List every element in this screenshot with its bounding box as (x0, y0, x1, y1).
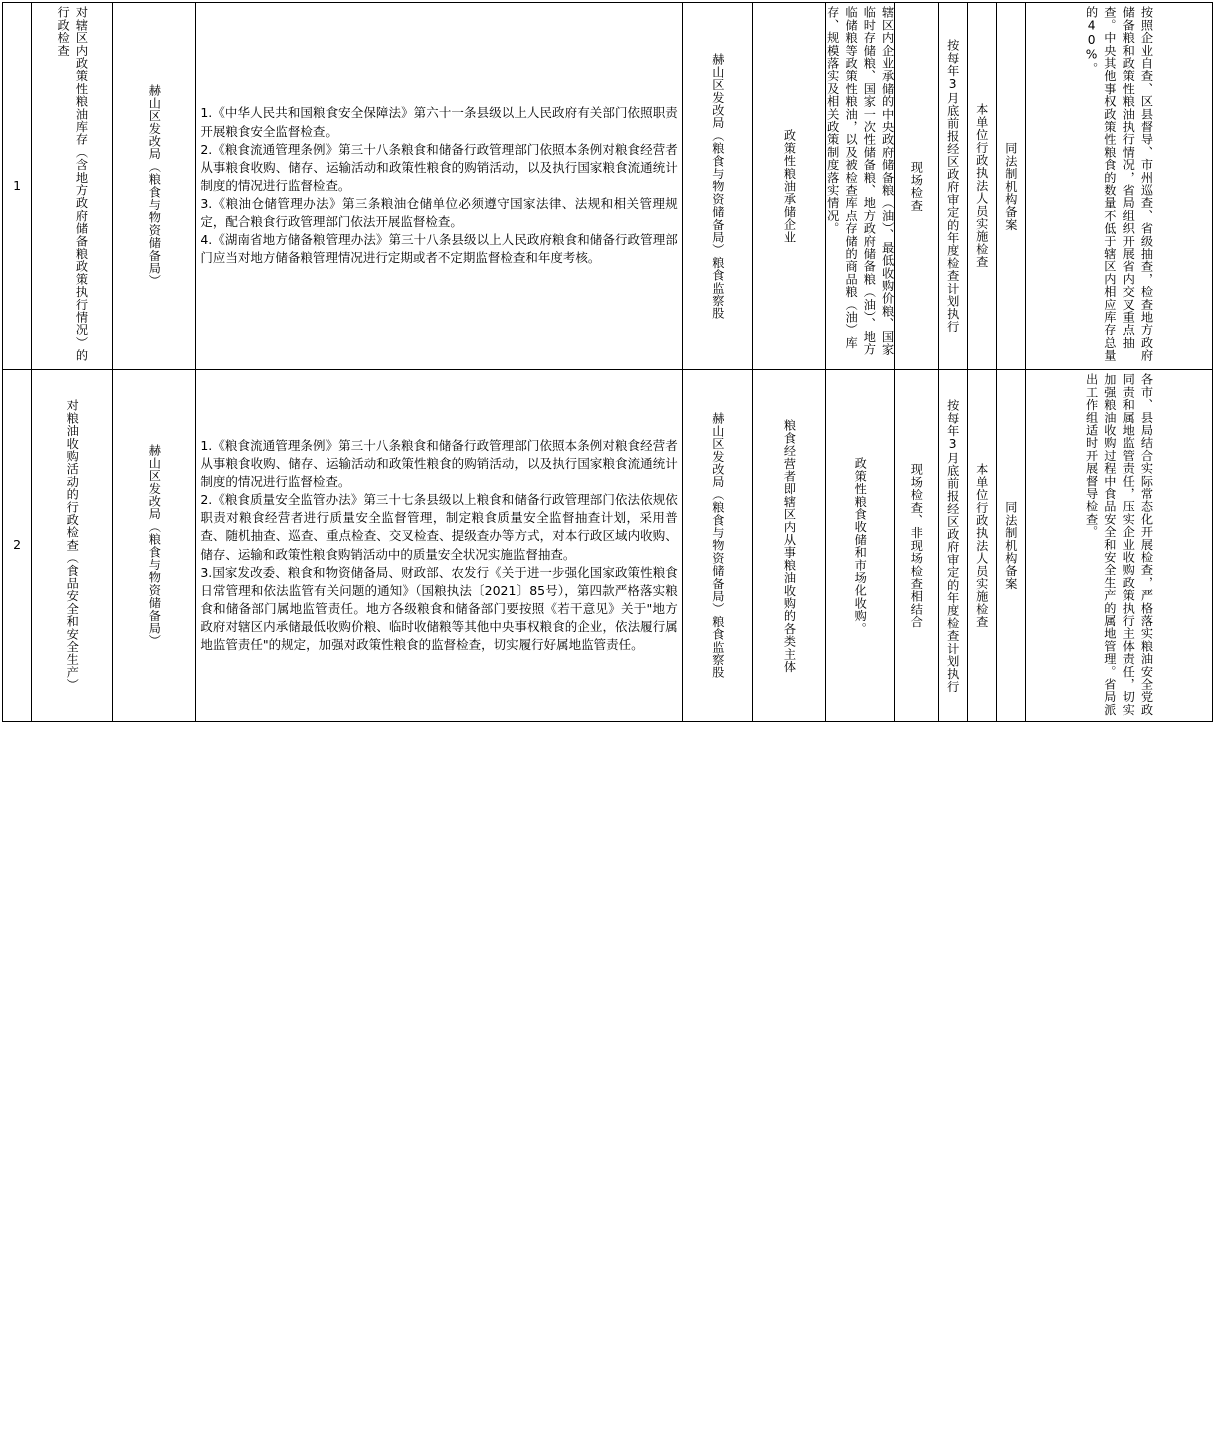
remark-text: 各市、县局结合实际常态化开展检查，严格落实粮油安全党政同责和属地监管责任，压实企业收购政策执行主体责任，切实加强粮油收购过程中食品安全和安全生产的属地管理。省局派出工作组适时开展督导检查。 (1084, 373, 1154, 716)
object-cell (753, 3, 826, 370)
content-text: 辖区内企业承储的中央政府储备粮（油）、最低收购价粮、国家临时存储粮、国家一次性储备粮、地方政府储备粮（油）、地方临储粮等政策性粮油，以及被检查库点存储的商品粮（油）库存、规模落实及相关政策制度落实情况。 (825, 6, 895, 356)
content-cell (826, 370, 895, 722)
object-text: 政策性粮油承储企业 (782, 128, 797, 244)
content-text: 政策性粮食收储和市场化收购。 (853, 456, 868, 635)
approval-text: 本单位行政执法人员实施检查 (974, 462, 989, 629)
method-cell (894, 3, 938, 370)
unit-cell (682, 370, 753, 722)
legal-basis-item: 4.《湖南省地方储备粮管理办法》第三十八条县级以上人民政府粮食和储备行政管理部门应当对地方储备粮管理情况进行定期或者不定期监督检查和年度考核。 (200, 232, 678, 266)
legal-basis-item: 3.《粮油仓储管理办法》第三条粮油仓储单位必须遵守国家法律、法规和相关管理规定，配合粮食行政管理部门依法开展监督检查。 (200, 196, 678, 230)
content-cell (826, 3, 895, 370)
approval-cell (967, 3, 996, 370)
method-text: 现场检查 (909, 160, 924, 212)
remark-text: 按照企业自查、区县督导、市州巡查、省级抽查，检查地方政府储备粮和政策性粮油执行情况，省局组织开展省内交叉重点抽查。中央其他事权政策性粮食的数量不低于辖区内相应库存总量的40%。 (1084, 6, 1154, 362)
approval-text: 本单位行政执法人员实施检查 (974, 103, 989, 269)
plan-cell (996, 3, 1025, 370)
unit-cell (682, 3, 753, 370)
department-text: 赫山区发改局（粮食与物资储备局） (147, 84, 162, 288)
legal-basis-item: 3.国家发改委、粮食和物资储备局、财政部、农发行《关于进一步强化国家政策性粮食日常管理和依法监管有关问题的通知》（国粮执法〔2021〕85号），第四款严格落实粮食和储备部门属地监管责任。地方各级粮食和储备部门要按照《若干意见》关于"地方政府对辖区内承储最低收购价粮、临时收储粮等其他中央事权粮食的企业，依法履行属地监管责任"的规定，加强对政策性粮食的监督检查，切实履行好属地监管责任。 (200, 564, 678, 653)
inspection-item-text: 对辖区内政策性粮油库存（含地方政府储备粮政策执行情况）的行政检查 (56, 6, 89, 362)
frequency-cell (938, 370, 967, 722)
method-text: 现场检查、非现场检查相结合 (909, 462, 924, 629)
object-text: 粮食经营者即辖区内从事粮油收购的各类主体 (782, 418, 797, 673)
legal-basis-cell (196, 370, 682, 722)
legal-basis-item: 1.《中华人民共和国粮食安全保障法》第六十一条县级以上人民政府有关部门依照职责开展粮食安全监督检查。 (200, 105, 678, 139)
inspection-item-cell (32, 3, 113, 370)
document-sheet (0, 2, 1215, 723)
remark-cell (1025, 370, 1212, 722)
method-cell (894, 370, 938, 722)
department-cell (113, 3, 196, 370)
table-row (3, 3, 1213, 370)
row-index: 2 (3, 370, 32, 722)
inspection-item-text: 对粮油收购活动的行政检查（食品安全和安全生产） (65, 399, 80, 692)
plan-text: 同法制机构备案 (1003, 141, 1018, 231)
plan-text: 同法制机构备案 (1003, 501, 1018, 590)
unit-text: 赫山区发改局（粮食与物资储备局）粮食监察股 (710, 52, 725, 320)
department-cell (113, 370, 196, 722)
legal-basis-item: 2.《粮食质量安全监管办法》第三十七条县级以上粮食和储备行政管理部门依法依规依职责对粮食经营者进行质量安全监督管理，制定粮食质量安全监督抽查计划，采用普查、随机抽查、巡查、重点检查、交叉检查、提级查办等方式，对本行政区域内收购、储存、运输和政策性粮食购销活动中的质量安全状况实施监督抽查。 (200, 492, 678, 562)
legal-basis-item: 1.《粮食流通管理条例》第三十八条粮食和储备行政管理部门依照本条例对粮食经营者从事粮食收购、储存、运输活动和政策性粮食的购销活动，以及执行国家粮食流通统计制度的情况进行监督检查。 (200, 437, 678, 489)
remark-cell (1025, 3, 1212, 370)
legal-basis-cell (196, 3, 682, 370)
inspection-table (2, 2, 1213, 722)
inspection-item-cell (32, 370, 113, 722)
plan-cell (996, 370, 1025, 722)
approval-cell (967, 370, 996, 722)
object-cell (753, 370, 826, 722)
legal-basis-item: 2.《粮食流通管理条例》第三十八条粮食和储备行政管理部门依照本条例对粮食经营者从事粮食收购、储存、运输活动和政策性粮食的购销活动，以及执行国家粮食流通统计制度的情况进行监督检查。 (200, 141, 678, 193)
frequency-text: 按每年3月底前报经区政府审定的年度检查计划执行 (945, 398, 960, 693)
unit-text: 赫山区发改局（粮食与物资储备局）粮食监察股 (710, 412, 725, 679)
department-text: 赫山区发改局（粮食与物资储备局） (147, 443, 162, 648)
frequency-cell (938, 3, 967, 370)
table-row (3, 370, 1213, 722)
frequency-text: 按每年3月底前报经区政府审定的年度检查计划执行 (945, 39, 960, 333)
row-index: 1 (3, 3, 32, 370)
